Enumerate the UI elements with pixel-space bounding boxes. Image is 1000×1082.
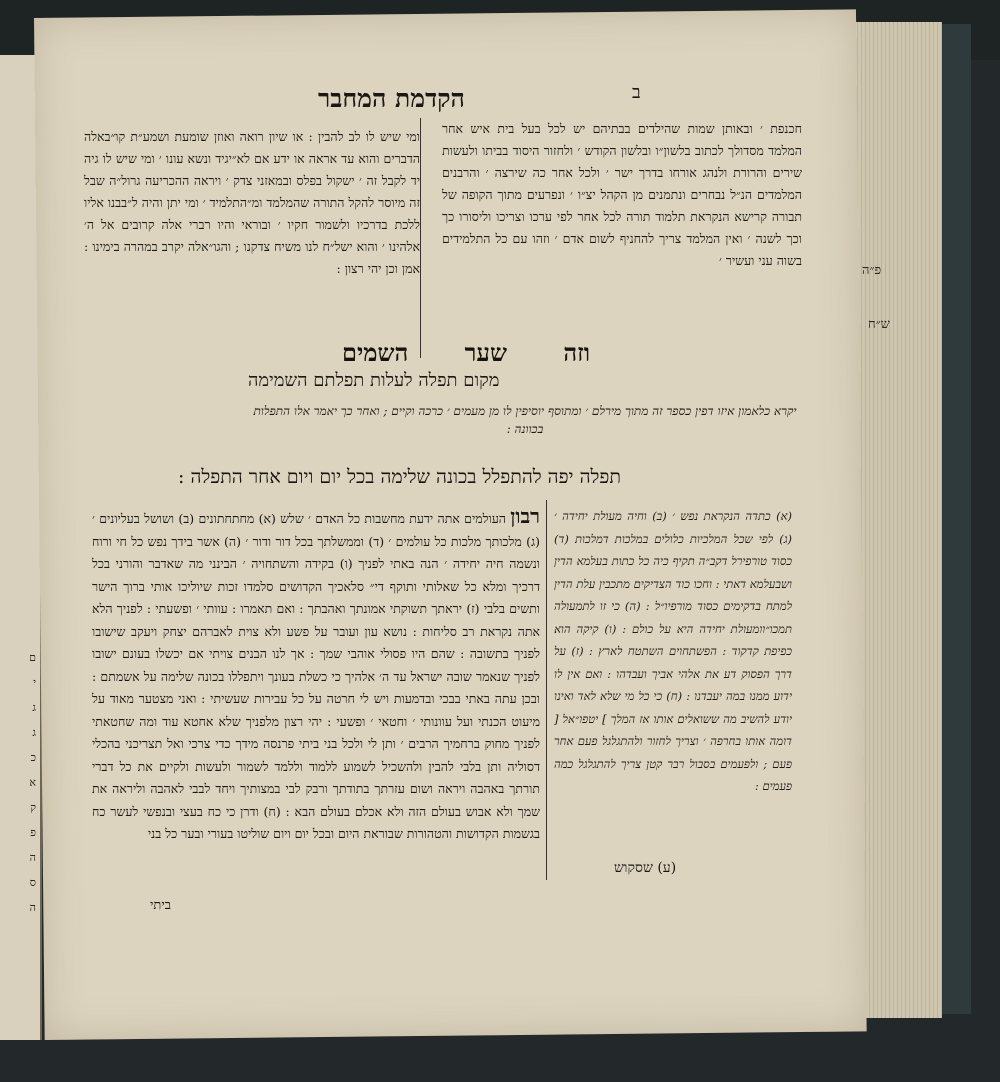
margin-letter: ם: [29, 651, 36, 664]
prayer-opening-word: רבון: [510, 504, 540, 528]
margin-letter: א: [29, 776, 36, 789]
column-divider: [546, 500, 547, 880]
edge-mark: ש״ח: [868, 317, 890, 332]
intro-left-column: ומי שיש לו לב להבין : או שיון רואה ואוזן שומעת ושמע״ת קו״באלה הדברים והוא עד אראה או ידע אם לא״יגיד ונשא עונו ׳ ומי שיש לו גיה יד לקבל זה ׳ ישקול בפלס ובמאזני צדק ׳ ויראה ההכריעה גרול״ה שבל זה מיוסר להקל התורה שהמלמד ומ״התלמיד ׳ ומי יתן והיה ל״בבנו אליו ללכת בדרכיו ולשמור חקיו ׳ ובוראי והיו רברי אלה קרובים אל ה׳ אלהינו ׳ והוא ישל״ח לנו משיח צדקנו ; והגו״אלה יקרב במהרה בימינו : אמן וכן יהי רצון :: [84, 129, 420, 276]
margin-letter: ק: [30, 801, 36, 814]
margin-letter: ג: [32, 726, 36, 739]
margin-letter: ס: [29, 876, 36, 889]
signature-mark: (ע) שסקוש: [614, 860, 677, 876]
margin-letter: כ: [30, 751, 36, 764]
page-number: ב: [632, 82, 641, 103]
section-title: וזה שער השמים: [341, 338, 590, 367]
intro-right-column: חכנפת ׳ ובאותן שמות שהילדים בבתיהם יש לכל בעל בית איש אחר המלמד מסדולך לכתוב בלשון״ו ובלשון הקודש ׳ ולחזור היסוד בביתו ולעשות שירים והרורת ולנהג אורחו בדרך ישר ׳ ולכל אחר כה שירצה ׳ והרבנים המלמדים הנ״ל נבחרים ונתמנים מן הקהל יצ״ו ׳ ונפרעים מתוך הקופה של תבורה קרישא הנקראת תלמוד תורה לכל אחר לפי ערכו וצריכו וליסורו כך וכך לשנה ׳ ואין המלמד צריך להחניף לשום אדם ׳ וזהו עם כל התלמידים בשוה עני ועשיר ׳: [442, 121, 802, 268]
prayer-heading: תפלה יפה להתפלל בכונה שלימה בכל יום ויום אחר התפלה :: [178, 466, 621, 488]
intro-title: הקדמת המחבר: [318, 84, 465, 113]
section-subtitle: מקום תפלה לעלות תפלתם השמימה: [248, 370, 500, 391]
prayer-body: העולמים אתה ידעת מחשבות כל האדם ׳ שלש (א) מחתחתונים (ב) ושושל בעליונים ׳ (ג) מלכותך מלכות כל עולמים ׳ (ד) וממשלתך בכל דור ודור ׳ (ה) אשר בידך נפש כל חי ורוח ונשמה חיה יחידה ׳ הנה באתי לפניך (ו) בקידה והשתחויה ׳ הבינני מה שאדבר והורני בכל דרכיך ומלא כל שאלותי ותוקף די״ סלאכיך הקדושים סלמדו זכות שיוליכו אותי ברוך הישר ותשים בלבי (ז) יראתך תשוקתי אמונתך ואהבתך : ואם תאמרו : עוותי ׳ ופשעתי : לפניך הלא אתה נקראת רב סליחות : נושא עון ועובר על פשע ולא צוית לאברהם יצחק ויעקב שישובו לפניך בתשובה : שהם היו פסולי אוהבי שמך : אך לנו הבנים צויתי אם יכשלו בעונם ישובו לפניך שנאמר שובה ישראל עד ה׳ אלהיך כי כשלת בעונך ויתפללו בכונה שלימה על אשמתם : ובכן עתה באתי בבכי ובדמעות ויש לי חרטה על כל עבירות שעשיתי : ואני מצטער מאוד על מיעוט הכנתי ועל עוונותי ׳ וחטאי ׳ ופשעי : יהי רצון מלפניך שלא אחטא עוד ומה שחטאתי לפניך מחוק ברחמיך הרבים ׳ ותן לי ולכל בני ביתי פרנסה מידך כדי צרכי ואל תצריכני בהכלי דסוליה ותן בלבי להבין ולהשכיל לשמוע ללמוד וללמד לשמור ולעשות ולקיים את כל דברי תורתך באהבה ויראה ושום עזרתך בתודתך ורבק לבי במצותיך ויחד לבבי לאהבה וליראה את שמך ולא אבוש בעולם הזה ולא אכלם בעולם הבא : (ח) ודרן כי כח בעצי ובנפשי לעשר כח בגשמות הקדושות והטהורות שבוראת היום ובכל יום ויום שוליטו בעורי ובער כל בני: [92, 511, 540, 841]
margin-letter: ג: [32, 701, 36, 714]
column-divider: [420, 118, 421, 358]
margin-letter: י: [33, 676, 36, 689]
main-prayer-column: [92, 505, 540, 846]
margin-letter: ה: [29, 901, 36, 914]
source-note: יקרא כלאמון איזו דפין כספר זה מתוך מירלם ׳ ומתוסף יוסיפין לו מן מעמים ׳ כרכה וקיים ; ואחר כך יאמר אלו התפלות בכוונה :: [253, 404, 797, 436]
commentary-column: (א) כתדה הנקראת נפש ׳ (ב) וחיה מעולת יחידה ׳ (ג) לפי שכל המלכיות כלולים במלכות דמלכות (ד) כסוד טורפירל דקב״ה תקיף כיה כל כתות בעלמא הדין ושבעלמא דאתי : וחכו כוד הצדיקים מתכבין עלת הדין למתח בדקימים כסוד מורפיו״ל : (ה) כי זו לתמעולה תמכו״וומעולת יחידה היא על כולם : (ו) קיקה הוא כפיפת קדקוד : הפשתחוים השתטח לארץ : (ז) על דרך הפסוק דע את אלהי אביך ועבדהו : ואם אין לו ידוע ממנו במה יעבדנו : (ח) כי כל מי שלא לאד ואינו יודע להשיב מה ששואלים אותו אז המלך ] יטפו״אל [ דומה אותו בחרפה ׳ וצריך לחזור ולהתגלגל פעם אחר פעם ; ולפעמים בסבול רבר קטן צריך להתגלגל כמה פעמים :: [554, 509, 792, 793]
margin-letter: ה: [29, 851, 36, 864]
left-page-margin-letters: [6, 645, 36, 920]
catchword: ביתי: [150, 898, 172, 913]
margin-letter: פ: [30, 826, 36, 839]
edge-mark: פ״ה: [862, 263, 882, 278]
